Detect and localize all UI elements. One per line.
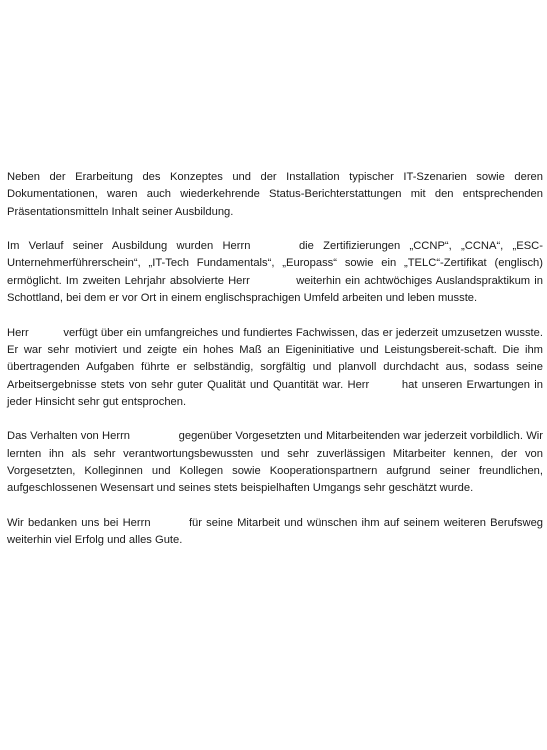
paragraph-text: gegenüber Vorgesetzten und Mitarbeitenden war jederzeit vorbildlich. Wir lernten ihn als sehr verantwortungsbewussten und sehr zuverlässigen Mitarbeiter kennen, der von Vorgesetzten, Kolleginnen und Kollegen sowie Kooperationspartnern aufgrund seiner freundlichen, aufgeschlossenen Wesensart und seines stets beispielhaften Umgangs sehr geschätzt wurde. — [7, 430, 544, 495]
redacted-name — [260, 248, 290, 249]
paragraph-closing — [7, 515, 543, 550]
paragraph-certifications — [7, 238, 543, 307]
paragraph-text: Wir bedanken uns bei Herrn — [7, 516, 151, 529]
paragraph-text: weiterhin ein achtwöchiges Auslandspraktikum in Schottland, bei dem er vor Ort in einem englischsprachigen Umfeld arbeiten und leben musste. — [7, 274, 544, 305]
paragraph-text: Neben der Erarbeitung des Konzeptes und der Installation typischer IT-Szenarien sowie deren Dokumentationen, waren auch wiederkehrende Status-Berichterstattungen mit den entsprechenden Präsentationsmitteln Inhalt seiner Ausbildung. — [7, 171, 543, 218]
paragraph-text: Herr — [7, 326, 29, 339]
document-body — [7, 169, 543, 550]
redacted-name — [32, 335, 60, 336]
paragraph-text: für seine Mitarbeit und wünschen ihm auf seinem weiteren Berufsweg weiterhin viel Erfolg und alles Gute. — [7, 516, 544, 547]
redacted-name — [374, 387, 398, 388]
paragraph-text: hat unseren Erwartungen in jeder Hinsicht sehr gut entsprochen. — [7, 378, 544, 408]
paragraph-text: die Zertifizierungen „CCNP“, „CCNA“, „ESC-Unternehmerführerschein“, „IT-Tech Fundamentals“, „Europass“ sowie ein „TELC“-Zertifikat (englisch) ermöglicht. Im zweiten Lehrjahr absolvierte Herr — [7, 240, 543, 287]
paragraph-expertise — [7, 325, 543, 411]
paragraph-text: verfügt über ein umfangreiches und fundiertes Fachwissen, das er jederzeit umzusetzen wusste. Er war sehr motiviert und zeigte ein hohes Maß an Eigeninitiative und Leistungsbereit-schaft. Die ihm übertragenden Aufgaben führte er selbständig, sorgfältig und planvoll durchdacht aus, sodass seine Arbeitsergebnisse stets von sehr guter Qualität und Quantität war. Herr — [7, 326, 543, 391]
paragraph-text: Das Verhalten von Herrn — [7, 430, 131, 443]
redacted-name — [155, 525, 185, 526]
paragraph-training-content — [7, 169, 543, 221]
redacted-name — [133, 438, 175, 439]
paragraph-conduct — [7, 428, 543, 497]
redacted-name — [254, 283, 292, 284]
paragraph-text: Im Verlauf seiner Ausbildung wurden Herrn — [7, 240, 251, 253]
